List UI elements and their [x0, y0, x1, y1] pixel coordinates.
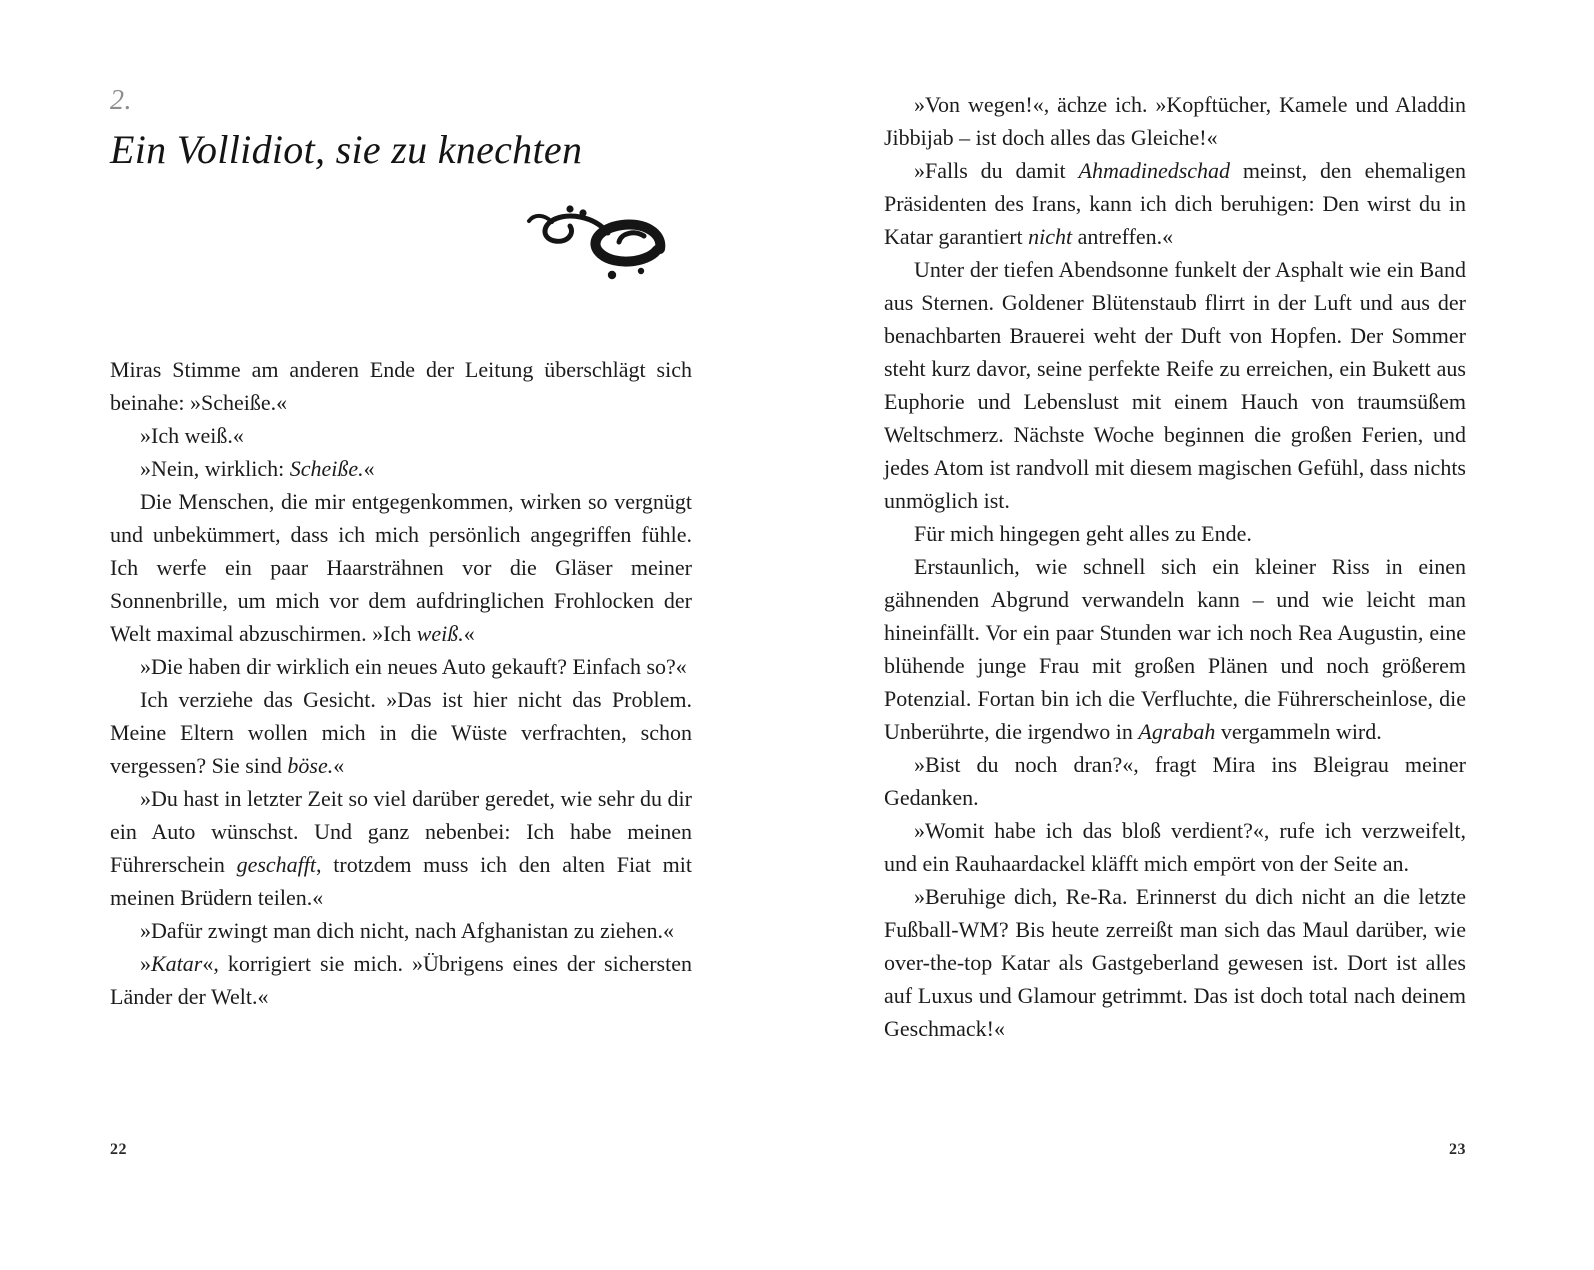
- paragraph: Miras Stimme am anderen Ende der Leitung überschlägt sich beinahe: »Scheiße.«: [110, 357, 692, 415]
- paragraph: »Die haben dir wirklich ein neues Auto gekauft? Einfach so?«: [140, 654, 687, 679]
- paragraph: »Bist du noch dran?«, fragt Mira ins Bleigrau meiner Gedanken.: [884, 752, 1466, 810]
- paragraph: Unter der tiefen Abendsonne funkelt der Asphalt wie ein Band aus Sternen. Goldener Blütenstaub flirrt in der Luft und aus der benachbarten Brauerei weht der Duft von Hopfen. Der Sommer steht kurz davor, seine perfekte Reife zu erreichen, ein Bukett aus Euphorie und Lebenslust mit einem Hauch von traumsüßem Weltschmerz. Nächste Woche beginnen die großen Ferien, und jedes Atom ist randvoll mit diesem magischen Gefühl, dass nichts unmöglich ist.: [884, 257, 1466, 513]
- paragraph: »Nein, wirklich: Scheiße.«: [140, 456, 375, 481]
- right-page: [884, 88, 1466, 1045]
- paragraph: »Ich weiß.«: [140, 423, 244, 448]
- page-number-left: 22: [110, 1141, 127, 1158]
- chapter-title: Ein Vollidiot, sie zu knechten: [110, 127, 583, 172]
- chapter-ornament: [110, 203, 692, 295]
- left-page-text: [110, 353, 692, 1013]
- paragraph: Die Menschen, die mir entgegenkommen, wirken so vergnügt und unbekümmert, dass ich mich persönlich angegriffen fühle. Ich werfe ein paar Haarsträhnen vor die Gläser meiner Sonnenbrille, um mich vor dem aufdringlichen Frohlocken der Welt maximal abzuschirmen. »Ich weiß.«: [110, 489, 692, 646]
- paragraph: Ich verziehe das Gesicht. »Das ist hier nicht das Problem. Meine Eltern wollen mich in die Wüste verfrachten, schon vergessen? Sie sind böse.«: [110, 687, 692, 778]
- left-page: [110, 85, 692, 1013]
- paragraph: »Du hast in letzter Zeit so viel darüber geredet, wie sehr du dir ein Auto wünschst. Und ganz nebenbei: Ich habe meinen Führerschein geschafft, trotzdem muss ich den alten Fiat mit meinen Brüdern teilen.«: [110, 786, 693, 910]
- paragraph: Erstaunlich, wie schnell sich ein kleiner Riss in einen gähnenden Abgrund verwandeln kann – und wie leicht man hineinfällt. Vor ein paar Stunden war ich noch Rea Augustin, eine blühende junge Frau mit großen Plänen und noch größerem Potenzial. Fortan bin ich die Verfluchte, die Führerscheinlose, die Unberührte, die irgendwo in Agrabah vergammeln wird.: [884, 554, 1466, 744]
- page-number-right: 23: [1449, 1141, 1466, 1158]
- right-page-text: [884, 88, 1466, 1045]
- paragraph: »Dafür zwingt man dich nicht, nach Afghanistan zu ziehen.«: [140, 918, 674, 943]
- paragraph: Für mich hingegen geht alles zu Ende.: [914, 521, 1252, 546]
- paragraph: »Falls du damit Ahmadinedschad meinst, den ehemaligen Präsidenten des Irans, kann ich dich beruhigen: Den wirst du in Katar garantiert nicht antreffen.«: [884, 158, 1466, 249]
- paragraph: »Von wegen!«, ächze ich. »Kopftücher, Kamele und Aladdin Jibbijab – ist doch alles das Gleiche!«: [884, 92, 1466, 150]
- paragraph: »Katar«, korrigiert sie mich. »Übrigens eines der sichersten Länder der Welt.«: [110, 951, 692, 1009]
- paragraph: »Beruhige dich, Re-Ra. Erinnerst du dich nicht an die letzte Fußball-WM? Bis heute zerreißt man sich das Maul darüber, wie over-the-top Katar als Gastgeberland gewesen ist. Dort ist alles auf Luxus und Glamour getrimmt. Das ist doch total nach deinem Geschmack!«: [884, 884, 1466, 1041]
- calligraphy-flourish-icon: [522, 203, 668, 293]
- paragraph: »Womit habe ich das bloß verdient?«, rufe ich verzweifelt, und ein Rauhaardackel kläfft mich empört von der Seite an.: [884, 818, 1466, 876]
- chapter-number: 2.: [110, 85, 132, 116]
